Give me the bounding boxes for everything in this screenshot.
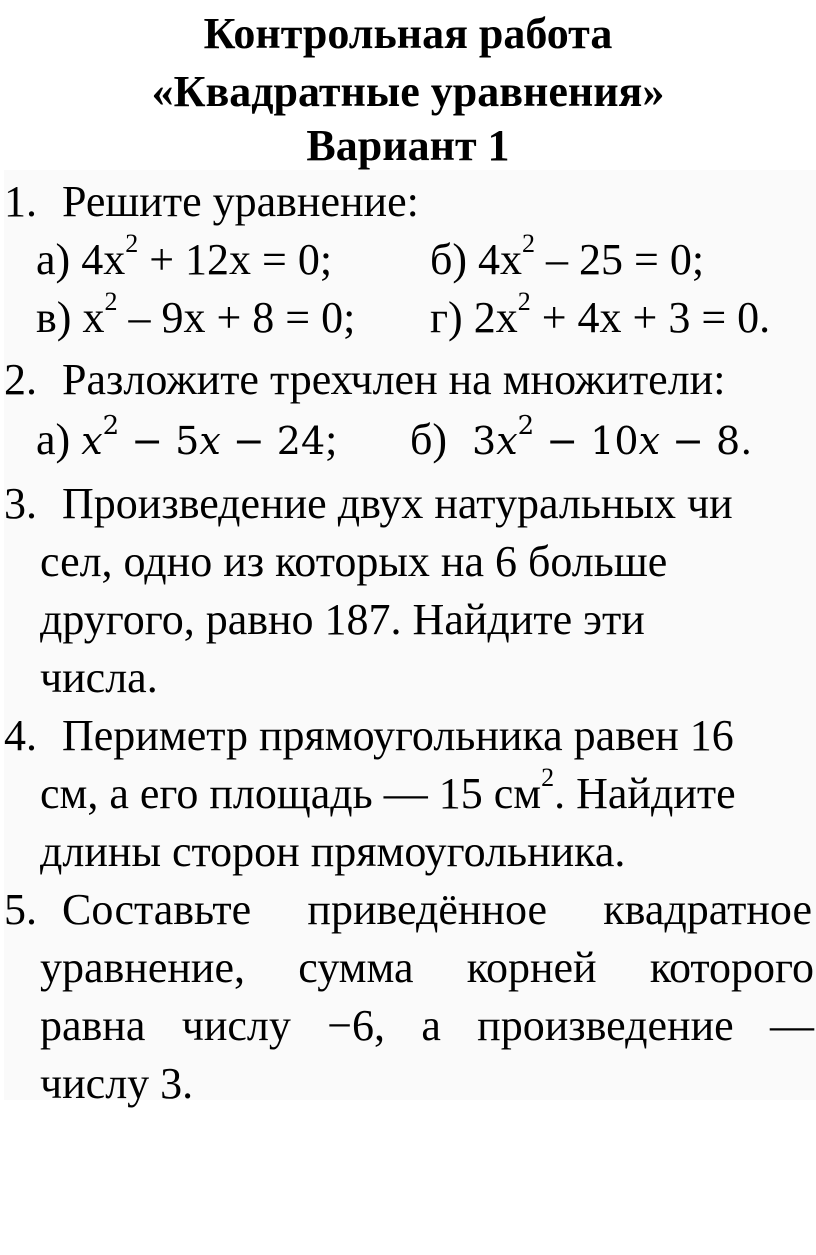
task-5-line-1: Составьте приведённое квадратное: [62, 885, 812, 934]
item-label: а): [36, 235, 71, 284]
task-1-number: 1.: [4, 177, 37, 226]
equation-a: $4x^2 + 12x = 0$;: [81, 229, 333, 284]
task-1-item-b: [430, 229, 705, 288]
task-4-line-1: Периметр прямоугольника равен 16: [62, 711, 734, 760]
task-2-text: Разложите трехчлен на множители:: [62, 355, 726, 404]
task-2-item-b: [410, 412, 752, 469]
task-3-number: 3.: [4, 479, 37, 528]
header-variant: Вариант 1: [306, 121, 510, 170]
task-3-line-1: Произведение двух натуральных чи: [62, 479, 733, 528]
task-3-line-3: другого, равно 187. Найдите эти: [40, 595, 645, 644]
header-subtitle: «Квадратные уравнения»: [151, 67, 665, 116]
task-1-text: Решите уравнение:: [62, 177, 419, 226]
task-5-line-4: числу 3.: [40, 1059, 194, 1108]
task-3-line-2: сел, одно из которых на 6 больше: [40, 537, 668, 586]
task-2-item-a: а) $x^2 - 5x - 24$;: [36, 411, 338, 464]
item-label: г): [430, 293, 463, 342]
task-5-line-2: уравнение, сумма корней которого: [40, 943, 814, 992]
item-label: в): [36, 293, 72, 342]
equation-b: $4x^2 - 25 = 0$;: [478, 229, 705, 284]
trinomial-b: $3x^2 - 10x - 8$.: [472, 411, 753, 463]
item-label: б): [430, 235, 468, 284]
task-5-line-3: равна числу −6, а произведение —: [40, 1001, 814, 1050]
task-5-number: 5.: [4, 885, 37, 934]
task-1-item-d: [430, 287, 771, 346]
task-3-line-4: числа.: [40, 653, 158, 702]
task-2-number: 2.: [4, 355, 37, 404]
task-1-item-a: [36, 229, 333, 288]
item-label: а): [36, 415, 71, 464]
item-label: б): [410, 415, 448, 464]
header-title: Контрольная работа: [203, 9, 613, 58]
equation-d: $2x^2 + 4x + 3 = 0$.: [473, 287, 771, 342]
trinomial-a: $x^2 - 5x - 24$: [81, 411, 326, 463]
task-4-line-2: см, а его площадь — 15 $см^2$. Найдите: [40, 763, 736, 818]
equation-c: $x^2 - 9x + 8 = 0$;: [82, 287, 356, 342]
task-4-number: 4.: [4, 711, 37, 760]
task-4-line-3: длины сторон прямоугольника.: [40, 827, 626, 876]
task-1-item-c: [36, 287, 356, 346]
